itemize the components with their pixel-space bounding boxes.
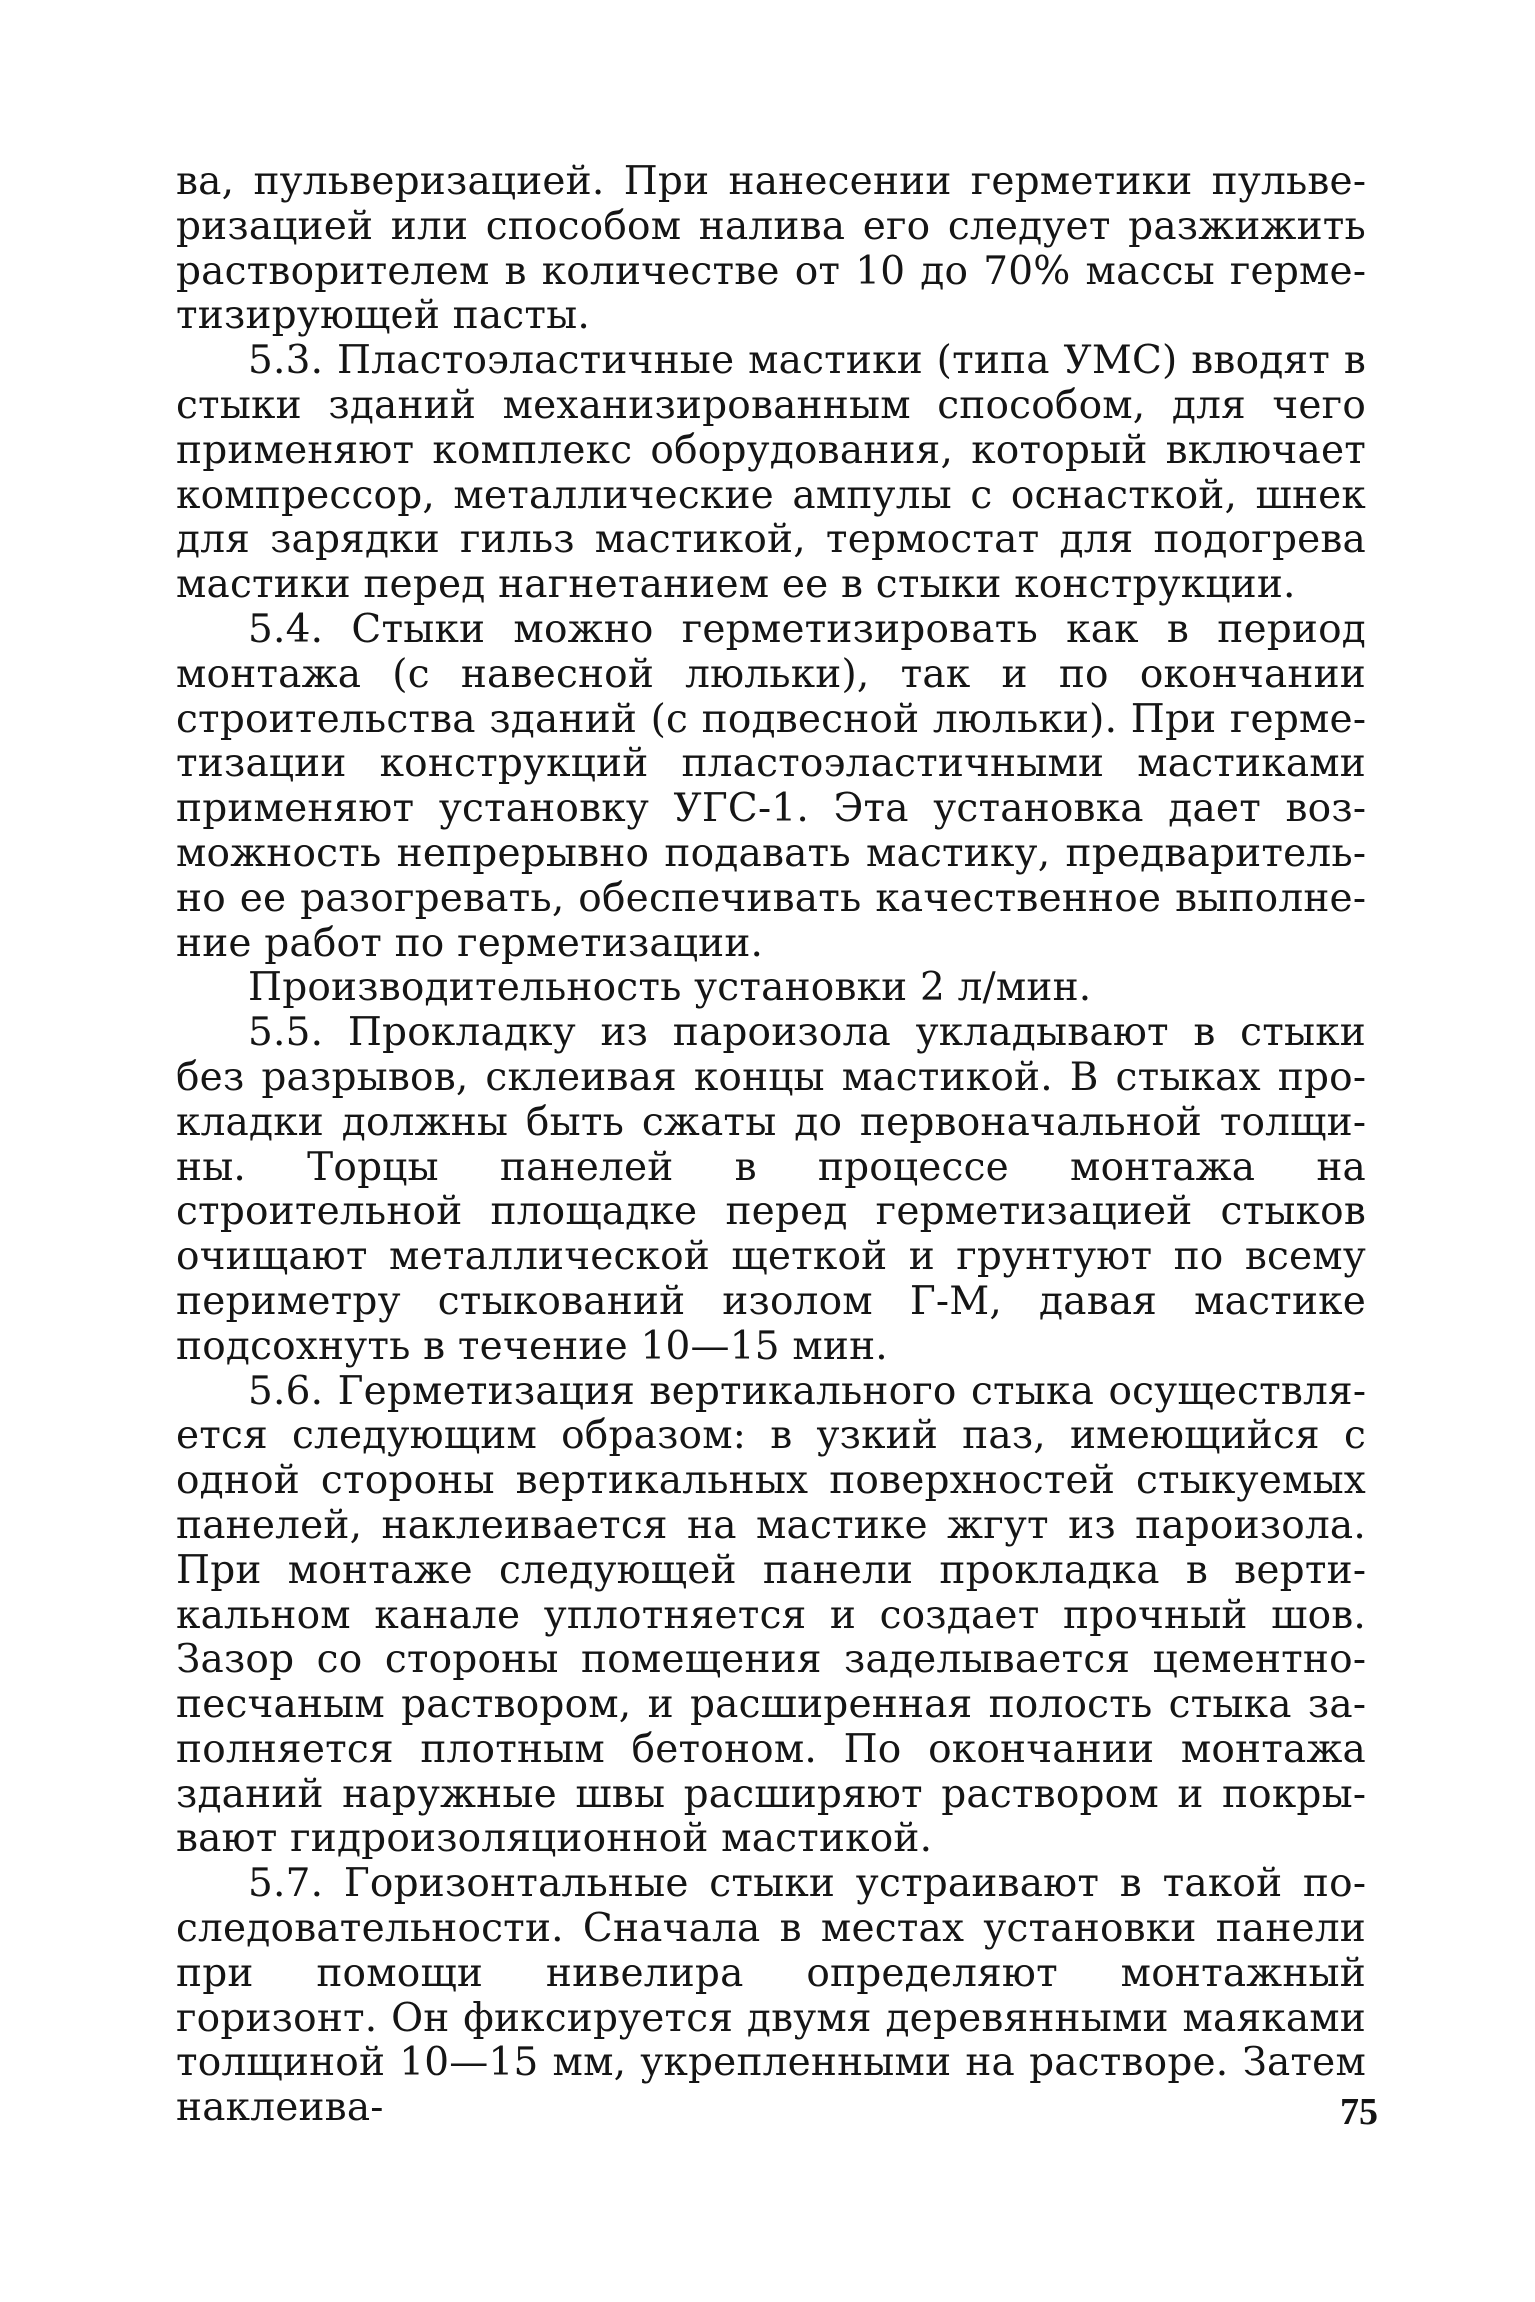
paragraph-5-4: 5.4. Стыки можно герметизировать как в период монтажа (с навесной люльки), так и по окончании строительства зданий (с подвесной люльки). При герметизации конструкций пластоэластичными мастиками применяют установку УГС-1. Эта установка дает возможность непрерывно подавать мастику, предварительно ее разогревать, обеспечивать качественное выполнение работ по герметизации. [176,606,1366,966]
paragraph-productivity: Производительность установки 2 л/мин. [248,965,1092,1011]
paragraph-continuation: ва, пульверизацией. При нанесении герметики пульверизацией или способом налива его следует разжижить растворителем в количестве от 10 до 70% массы герметизирующей пасты. [176,159,1366,339]
page-number: 75 [1340,2091,1378,2133]
paragraph-5-3: 5.3. Пластоэластичные мастики (типа УМС) вводят в стыки зданий механизированным способом, для чего применяют комплекс оборудования, который включает компрессор, металлические ампулы с оснасткой, шнек для зарядки гильз мастикой, термостат для подогрева мастики перед нагнетанием ее в стыки конструкции. [176,338,1366,608]
paragraph-5-7: 5.7. Горизонтальные стыки устраивают в такой последовательности. Сначала в местах установки панели при помощи нивелира определяют монтажный горизонт. Он фиксируется двумя деревянными маяками толщиной 10—15 мм, укрепленными на растворе. Затем наклеива- [176,1861,1366,2131]
body-text [176,160,1366,2131]
paragraph-5-6: 5.6. Герметизация вертикального стыка осуществляется следующим образом: в узкий паз, имеющийся с одной стороны вертикальных поверхностей стыкуемых панелей, наклеивается на мастике жгут из пароизола. При монтаже следующей панели прокладка в вертикальном канале уплотняется и создает прочный шов. Зазор со стороны помещения заделывается цементнопесчаным раствором, и расширенная полость стыка заполняется плотным бетоном. По окончании монтажа зданий наружные швы расширяют раствором и покрывают гидроизоляционной мастикой. [176,1368,1366,1862]
paragraph-5-5: 5.5. Прокладку из пароизола укладывают в стыки без разрывов, склеивая концы мастикой. В стыках прокладки должны быть сжаты до первоначальной толщины. Торцы панелей в процессе монтажа на строительной площадке перед герметизацией стыков очищают металлической щеткой и грунтуют по всему периметру стыкований изолом Г-М, давая мастике подсохнуть в течение 10—15 мин. [176,1010,1366,1369]
